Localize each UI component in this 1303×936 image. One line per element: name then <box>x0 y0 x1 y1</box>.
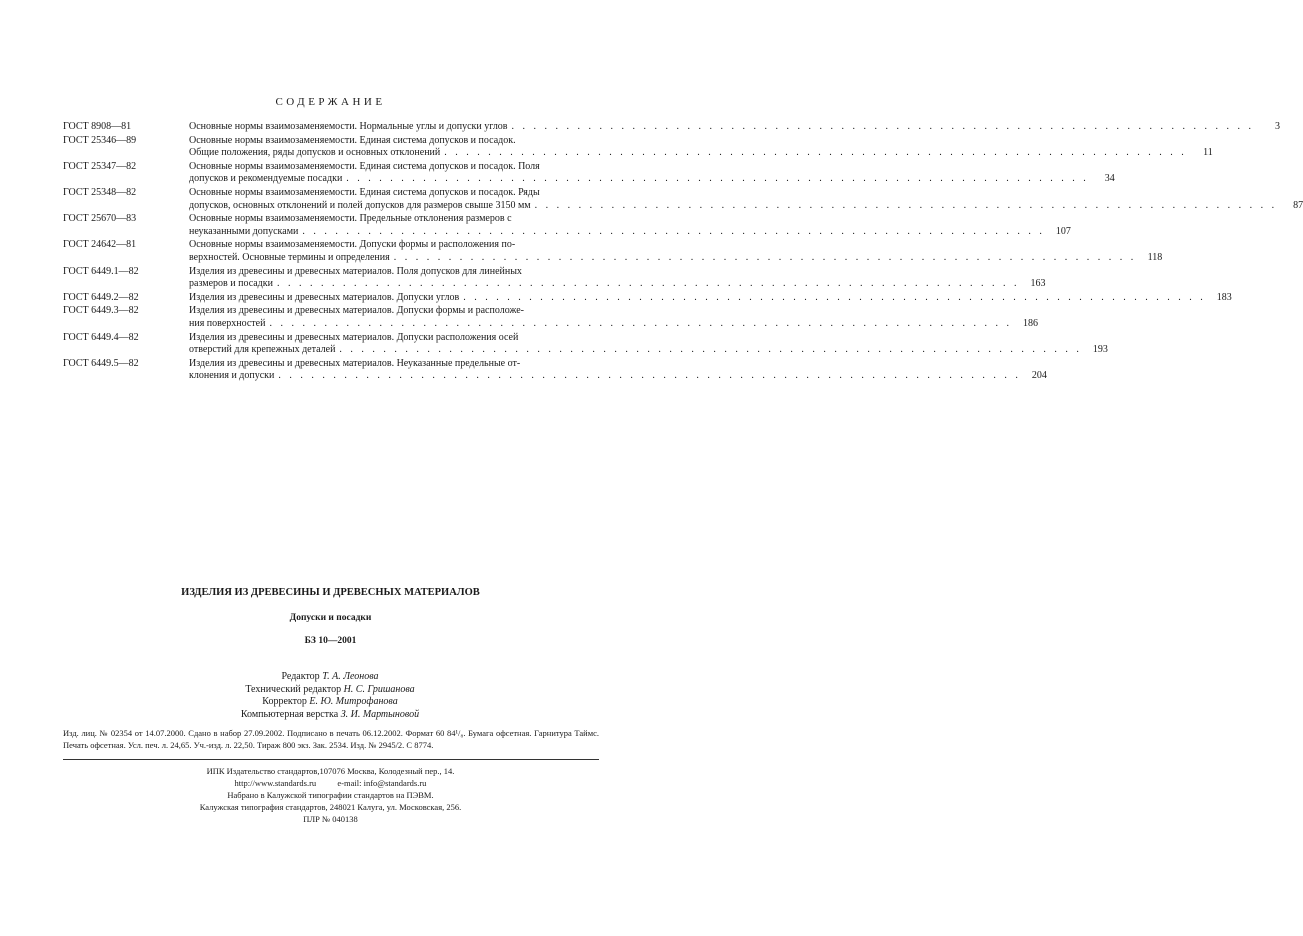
footer-line: Набрано в Калужской типографии стандартов на ПЭВМ. <box>227 790 434 800</box>
toc-entry-code: ГОСТ 6449.4—82 <box>63 331 139 343</box>
dot-leader <box>274 370 1021 383</box>
toc-entry-description <box>189 358 1047 383</box>
toc-entry <box>63 239 1163 264</box>
toc-entry-text: клонения и допуски <box>189 370 275 382</box>
toc-page-number: 107 <box>1055 225 1071 237</box>
toc-entry-code: ГОСТ 25347—82 <box>63 160 137 172</box>
toc-entry-line <box>189 200 1303 213</box>
toc-entry-line <box>189 213 1071 226</box>
toc-entry-line <box>189 252 1162 265</box>
editors-block <box>150 671 510 721</box>
toc-page-number: 34 <box>1104 173 1115 185</box>
toc-entry-line <box>189 239 1162 252</box>
imprint-title: ИЗДЕЛИЯ ИЗ ДРЕВЕСИНЫ И ДРЕВЕСНЫХ МАТЕРИАЛОВ <box>181 587 480 598</box>
toc-entry-line <box>189 161 1115 174</box>
toc-list <box>63 121 1303 384</box>
toc-entry-description <box>189 121 1280 134</box>
toc-entry-line <box>189 344 1108 357</box>
toc-entry-text: Основные нормы взаимозаменяемости. Единая система допусков и посадок. <box>189 134 516 146</box>
editor-name: Н. С. Гришанова <box>343 683 415 695</box>
imprint-code: БЗ 10—2001 <box>304 636 357 646</box>
toc-entry-description <box>189 161 1115 186</box>
toc-entry <box>63 160 1115 186</box>
publication-info: Изд. лиц. № 02354 от 14.07.2000. Сдано в набор 27.09.2002. Подписано в печать 06.12.2002. Формат 60 84¹/₈. Бумага офсетная. Гарнитура Таймс. Печать офсетная. Усл. печ. л. 24,65. Уч.-изд. л. 22,50. Тираж 800 экз. Зак. 2534. Изд. № 2945/2. С 8774. <box>63 728 599 750</box>
dot-leader <box>265 318 1012 331</box>
editor-row <box>150 696 510 709</box>
editor-row <box>150 684 510 697</box>
dot-leader <box>459 292 1206 305</box>
toc-entry-text: Основные нормы взаимозаменяемости. Предельные отклонения размеров с <box>189 213 512 225</box>
toc-page-number: 163 <box>1030 278 1046 290</box>
toc-entry-description <box>189 266 1045 291</box>
toc-entry-description <box>189 239 1162 264</box>
footer-line: ПЛР № 040138 <box>303 814 358 824</box>
dot-leader <box>531 200 1278 213</box>
publisher-footer <box>0 765 661 825</box>
toc-page-number: 3 <box>1275 121 1281 132</box>
toc-entry-line <box>189 278 1045 291</box>
editor-row <box>150 709 510 722</box>
toc-entry-description <box>189 135 1213 160</box>
toc-page-number: 193 <box>1092 344 1108 356</box>
toc-entry <box>63 357 1047 383</box>
toc-entry-description <box>189 187 1303 212</box>
toc-page-number: 11 <box>1203 147 1213 159</box>
toc-entry-code: ГОСТ 6449.1—82 <box>63 265 139 277</box>
toc-entry-line <box>189 147 1213 160</box>
toc-entry-line <box>189 332 1108 345</box>
dot-leader <box>273 278 1020 291</box>
toc-entry-text: Основные нормы взаимозаменяемости. Допуски формы и расположения по- <box>189 239 516 251</box>
editor-name: Т. А. Леонова <box>322 671 379 682</box>
toc-entry-line <box>189 305 1038 318</box>
toc-entry-line <box>189 292 1232 305</box>
editor-role: Компьютерная верстка <box>240 708 339 720</box>
dot-leader <box>508 121 1255 134</box>
toc-entry-description <box>189 213 1071 238</box>
toc-title: СОДЕРЖАНИЕ <box>275 96 386 108</box>
editor-role: Технический редактор <box>245 683 342 695</box>
toc-entry <box>63 134 1213 160</box>
toc-entry-line <box>189 370 1047 383</box>
editor-role: Корректор <box>262 696 307 708</box>
toc-entry-code: ГОСТ 25348—82 <box>63 186 137 198</box>
toc-page-number: 186 <box>1022 317 1038 329</box>
toc-entry-text: Изделия из древесины и древесных материалов. Допуски формы и расположе- <box>189 305 525 317</box>
toc-entry-description <box>189 332 1108 357</box>
toc-entry-code: ГОСТ 6449.3—82 <box>63 305 139 317</box>
toc-entry <box>63 265 1046 291</box>
toc-entry-text: верхностей. Основные термины и определения <box>189 251 390 263</box>
toc-entry-line <box>189 358 1047 371</box>
toc-page-number: 118 <box>1147 251 1163 263</box>
toc-entry-line <box>189 266 1045 279</box>
dot-leader <box>335 344 1082 357</box>
toc-entry-text: отверстий для крепежных деталей <box>189 344 336 356</box>
toc-page-number: 87 <box>1293 199 1303 211</box>
toc-entry-text: Основные нормы взаимозаменяемости. Единая система допусков и посадок. Ряды <box>189 186 540 198</box>
toc-entry-line <box>189 173 1115 186</box>
toc-entry-text: Основные нормы взаимозаменяемости. Единая система допусков и посадок. Поля <box>189 160 540 172</box>
toc-entry-text: Изделия из древесины и древесных материалов. Допуски углов <box>189 291 460 303</box>
toc-entry-text: неуказанными допусками <box>189 225 299 237</box>
toc-entry <box>63 213 1071 238</box>
toc-entry <box>63 186 1303 212</box>
toc-entry <box>63 331 1108 357</box>
toc-entry-text: Изделия из древесины и древесных материалов. Допуски расположения осей <box>189 331 519 343</box>
footer-line: http://www.standards.ru e-mail: info@standards.ru <box>234 778 427 788</box>
footer-line: ИПК Издательство стандартов,107076 Москва, Колодезный пер., 14. <box>206 766 455 776</box>
dot-leader <box>390 252 1137 265</box>
toc-entry-code: ГОСТ 24642—81 <box>63 239 137 251</box>
toc-entry-code: ГОСТ 25346—89 <box>63 134 137 146</box>
toc-entry-code: ГОСТ 6449.2—82 <box>63 291 139 303</box>
toc-entry <box>63 121 1281 134</box>
toc-entry <box>63 291 1232 305</box>
editor-role: Редактор <box>281 671 320 682</box>
toc-entry-text: допусков, основных отклонений и полей допусков для размеров свыше 3150 мм <box>189 199 531 211</box>
toc-entry-text: ния поверхностей <box>189 317 266 329</box>
imprint-subtitle: Допуски и посадки <box>289 613 372 623</box>
toc-entry-text: Изделия из древесины и древесных материалов. Неуказанные предельные от- <box>189 357 521 369</box>
toc-entry-code: ГОСТ 25670—83 <box>63 213 137 225</box>
footer-line: Калужская типография стандартов, 248021 Калуга, ул. Московская, 256. <box>199 802 462 812</box>
dot-leader <box>298 226 1045 239</box>
toc-entry <box>63 305 1038 330</box>
toc-page-number: 204 <box>1031 370 1047 382</box>
toc-entry-code: ГОСТ 6449.5—82 <box>63 357 139 369</box>
toc-entry-line <box>189 318 1038 331</box>
toc-entry-text: Изделия из древесины и древесных материалов. Поля допусков для линейных <box>189 265 522 277</box>
toc-entry-text: Общие положения, ряды допусков и основных отклонений <box>189 147 441 159</box>
dot-leader <box>440 147 1187 160</box>
toc-entry-description <box>189 305 1038 330</box>
toc-entry-description <box>189 292 1232 305</box>
divider <box>63 759 599 760</box>
editor-name: З. И. Мартыновой <box>340 708 420 720</box>
toc-page-number: 183 <box>1216 291 1232 303</box>
toc-entry-line <box>189 226 1071 239</box>
toc-entry-line <box>189 135 1213 148</box>
toc-entry-text: размеров и посадки <box>189 278 273 290</box>
editor-row <box>150 671 510 684</box>
toc-entry-line <box>189 121 1280 134</box>
toc-entry-text: допусков и рекомендуемые посадки <box>189 173 343 185</box>
toc-entry-text: Основные нормы взаимозаменяемости. Нормальные углы и допуски углов <box>189 121 508 132</box>
toc-entry-line <box>189 187 1303 200</box>
dot-leader <box>342 173 1089 186</box>
toc-entry-code: ГОСТ 8908—81 <box>63 121 132 132</box>
editor-name: Е. Ю. Митрофанова <box>309 696 398 708</box>
